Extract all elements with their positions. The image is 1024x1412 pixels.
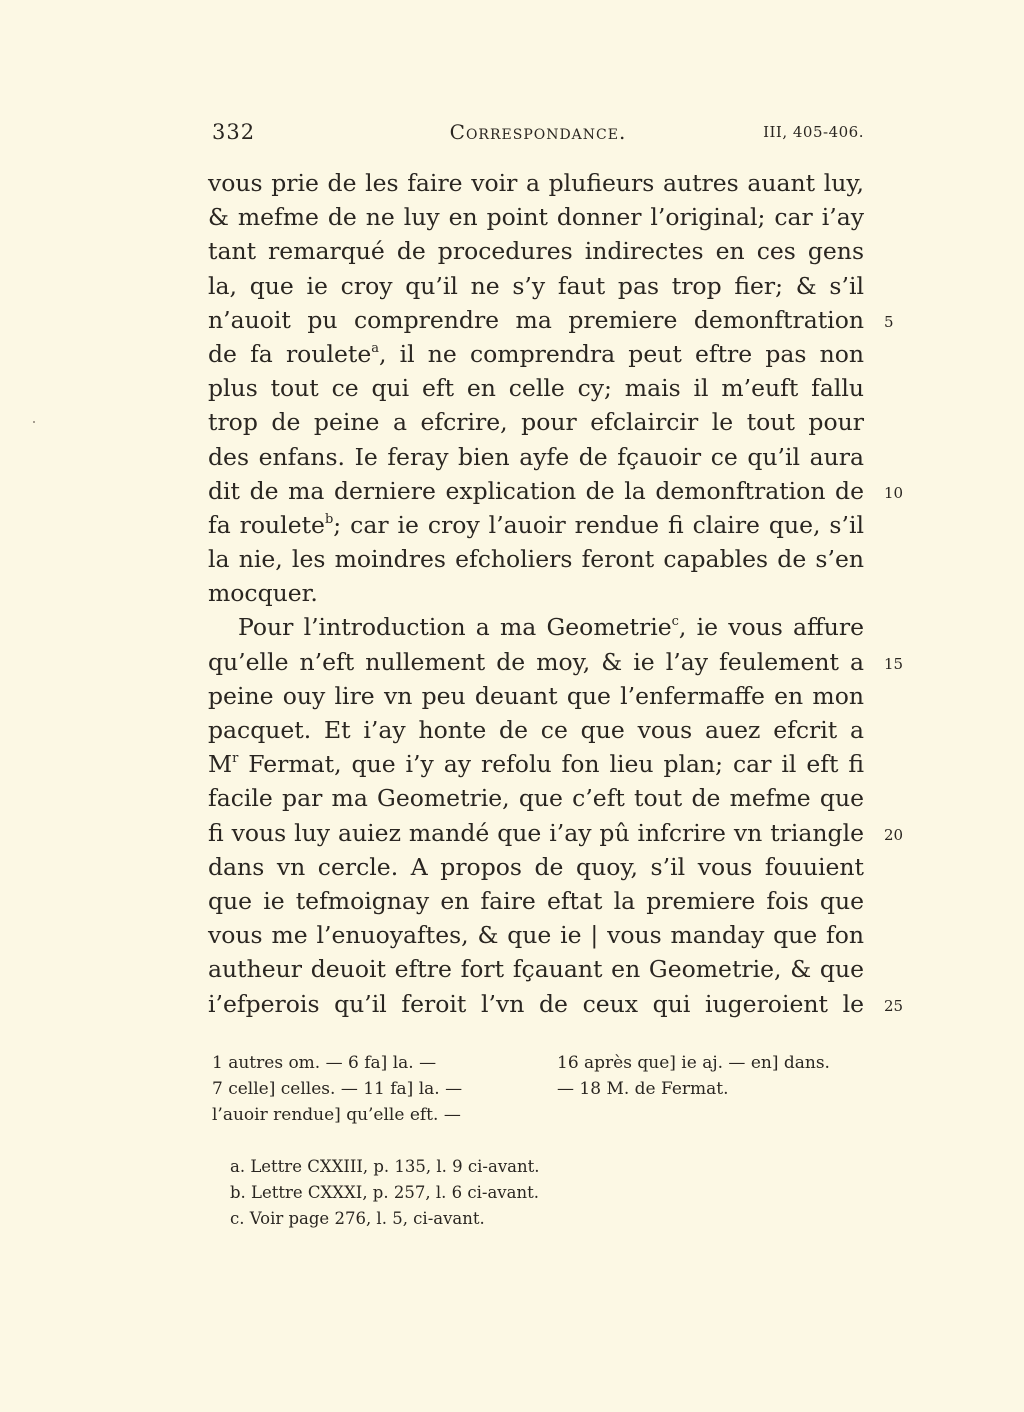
text-line — [208, 781, 864, 815]
text-segment: tant remarqué de procedures indirectes en ces gens — [208, 237, 864, 266]
text-segment: fa roulete — [208, 510, 325, 539]
margin-speck — [33, 421, 35, 423]
variant-line: — 18 M. de Fermat. — [557, 1079, 729, 1099]
text-line — [208, 166, 864, 200]
text-segment: vous prie de les faire voir a plufieurs autres auant luy, — [208, 169, 864, 197]
text-segment: autheur deuoit eftre fort fçauant en Geometrie, & que — [208, 955, 864, 984]
text-line — [208, 234, 864, 268]
line-number: 15 — [884, 654, 904, 673]
running-header — [212, 118, 864, 152]
text-segment: n’auoit pu comprendre ma premiere demonftration — [208, 305, 864, 334]
text-segment: plus tout ce qui eft en celle cy; mais il m’euft fallu — [208, 374, 864, 403]
variant-column-right — [557, 1050, 867, 1102]
text-line — [208, 816, 904, 850]
text-line — [208, 747, 864, 781]
text-line — [208, 987, 904, 1021]
text-segment: la nie, les moindres efcholiers feront capables de s’en — [208, 545, 864, 574]
text-segment: fi vous luy auiez mandé que i’ay pû infcrire vn triangle — [208, 818, 864, 847]
text-line — [208, 200, 864, 234]
text-segment: qu’elle n’eft nullement de moy, & ie l’ay feulement a — [208, 647, 864, 676]
text-line — [208, 269, 864, 303]
text-line — [208, 713, 864, 747]
text-segment: la, que ie croy qu’il ne s’y faut pas trop fier; & s’il — [208, 271, 864, 300]
line-number: 5 — [884, 312, 894, 331]
text-line — [208, 645, 904, 679]
text-segment: , ie vous affure — [678, 613, 865, 642]
line-number: 25 — [884, 996, 904, 1015]
text-line — [208, 371, 864, 405]
text-line — [208, 303, 894, 337]
footnotes — [230, 1154, 850, 1232]
text-segment: Pour l’introduction a ma Geometrie — [238, 613, 672, 642]
text-line — [208, 679, 864, 713]
text-segment: facile par ma Geometrie, que c’eft tout de mefme que — [208, 784, 864, 813]
footnote-marker: b — [324, 511, 334, 527]
text-segment: des enfans. Ie feray bien ayfe de fçauoir ce qu’il aura — [208, 442, 864, 471]
footnote-a: a. Lettre CXXIII, p. 135, l. 9 ci-avant. — [230, 1157, 540, 1176]
variant-line: l’auoir rendue] qu’elle eft. — — [212, 1105, 461, 1125]
text-segment: pacquet. Et i’ay honte de ce que vous auez efcrit a — [208, 716, 864, 744]
text-segment: que ie tefmoignay en faire eftat la premiere fois que — [208, 886, 864, 915]
text-segment: M — [208, 750, 233, 779]
variant-line: 7 celle] celles. — 11 fa] la. — — [212, 1079, 463, 1099]
text-line — [208, 440, 864, 474]
page-number: 332 — [212, 120, 256, 144]
footnote-b: b. Lettre CXXXI, p. 257, l. 6 ci-avant. — [230, 1183, 539, 1202]
text-line — [208, 850, 864, 884]
text-line — [208, 508, 864, 542]
text-segment: mocquer. — [208, 579, 318, 608]
text-segment: peine ouy lire vn peu deuant que l’enfermaffe en mon — [208, 681, 864, 710]
line-number: 10 — [884, 483, 904, 502]
text-segment: ; car ie croy l’auoir rendue fi claire que, s’il — [333, 510, 864, 539]
running-title: Correspondance. — [449, 120, 627, 144]
text-segment: , il ne comprendra peut eftre pas non — [379, 339, 864, 368]
footnote-marker: a — [371, 340, 379, 356]
text-line — [208, 474, 904, 508]
variant-line: 16 après que] ie aj. — en] dans. — [557, 1053, 830, 1073]
text-segment: & mefme de ne luy en point donner l’original; car i’ay — [208, 203, 864, 232]
text-line — [208, 542, 864, 576]
text-line — [208, 610, 864, 644]
text-line — [208, 337, 864, 371]
text-line — [208, 884, 864, 918]
text-segment: Fermat, que i’y ay refolu fon lieu plan; car il eft fi — [238, 750, 864, 779]
text-line — [208, 952, 864, 986]
footnote-marker: r — [232, 751, 239, 767]
text-segment: dans vn cercle. A propos de quoy, s’il vous fouuient — [208, 852, 864, 881]
volume-reference: III, 405-406. — [763, 123, 864, 141]
text-line — [208, 576, 864, 610]
text-segment: trop de peine a efcrire, pour efclaircir le tout pour — [208, 408, 864, 437]
text-segment: de fa roulete — [208, 339, 372, 368]
text-line — [208, 405, 864, 439]
text-segment: dit de ma derniere explication de la demonftration de — [208, 476, 864, 505]
text-line — [208, 918, 864, 952]
text-segment: i’efperois qu’il feroit l’vn de ceux qui iugeroient le — [208, 989, 864, 1018]
text-segment: vous me l’enuoyaftes, & que ie | vous manday que fon — [208, 921, 864, 950]
variant-line: 1 autres om. — 6 fa] la. — — [212, 1053, 437, 1073]
footnote-marker: c — [671, 614, 679, 630]
line-number: 20 — [884, 825, 904, 844]
variant-column-left — [212, 1050, 522, 1128]
main-text — [208, 166, 904, 1021]
footnote-c: c. Voir page 276, l. 5, ci-avant. — [230, 1209, 485, 1228]
